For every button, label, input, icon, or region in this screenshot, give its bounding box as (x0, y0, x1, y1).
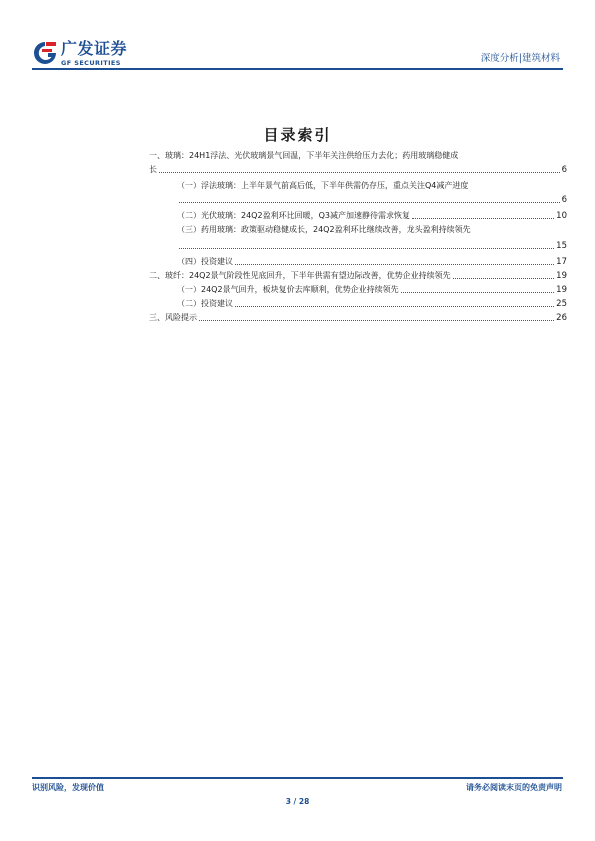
toc-entry-text: （二）投资建议 (177, 299, 233, 308)
toc-page-number: 19 (556, 271, 567, 281)
toc-entry-text: 三、风险提示 (149, 313, 197, 322)
toc-entry-text: （一）24Q2景气回升，板块复价去库顺利，优势企业持续领先 (177, 285, 399, 294)
toc-leader-dots (401, 291, 555, 293)
gf-logo-icon (32, 40, 58, 66)
toc-leader-dots (199, 319, 554, 321)
toc-leader-dots (179, 247, 554, 249)
footer-slogan: 识别风险，发现价值 (32, 783, 104, 792)
page-header (0, 0, 595, 72)
toc-page-number: 10 (556, 211, 567, 221)
toc-entry-1-2[interactable] (149, 209, 567, 223)
toc-entry-2[interactable] (149, 269, 567, 283)
report-category: 深度分析|建筑材料 (480, 53, 560, 64)
page-number: 3 / 28 (285, 797, 310, 806)
toc-entry-1-3[interactable] (149, 223, 567, 253)
toc-leader-dots (412, 217, 554, 219)
toc-page-number: 19 (556, 285, 567, 295)
toc-entry-2-1[interactable] (149, 283, 567, 297)
toc-entry-1-1[interactable] (149, 179, 567, 207)
toc-leader-dots (453, 277, 555, 279)
toc-entry-text: （二）光伏玻璃：24Q2盈利环比回暖，Q3减产加速静待需求恢复 (177, 211, 410, 220)
footer-divider (32, 777, 563, 779)
toc-title: 目录索引 (263, 126, 332, 144)
logo-chinese-name: 广发证券 (61, 39, 128, 58)
toc-entry-text: （三）药用玻璃：政策驱动稳健成长，24Q2盈利环比继续改善，龙头盈利持续领先 (177, 225, 471, 234)
footer-disclaimer-note: 请务必阅读末页的免责声明 (466, 783, 562, 792)
toc-page-number: 26 (556, 313, 567, 323)
toc-entry-3[interactable] (149, 311, 567, 325)
toc-entry-text-cont: 长 (149, 165, 157, 174)
toc-page-number: 6 (561, 165, 567, 175)
toc-entry-text: （四）投资建议 (177, 257, 233, 266)
gf-securities-logo (32, 40, 144, 70)
toc-entry-text: 一、玻璃：24H1浮法、光伏玻璃景气回温，下半年关注供给压力去化；药用玻璃稳健成 (149, 151, 459, 160)
toc-page-number: 15 (556, 241, 567, 251)
table-of-contents (149, 149, 567, 325)
toc-entry-text: （一）浮法玻璃：上半年景气前高后低，下半年供需仍存压，重点关注Q4减产进度 (177, 181, 469, 190)
toc-entry-2-2[interactable] (149, 297, 567, 311)
toc-page-number: 17 (556, 257, 567, 267)
toc-entry-1-4[interactable] (149, 255, 567, 269)
toc-leader-dots (235, 263, 554, 265)
toc-leader-dots (235, 305, 554, 307)
toc-leader-dots (179, 201, 560, 203)
logo-english-name: GF SECURITIES (61, 59, 121, 67)
toc-leader-dots (159, 171, 560, 173)
toc-entry-1[interactable] (149, 149, 567, 177)
header-divider (32, 68, 563, 70)
toc-page-number: 6 (561, 195, 567, 205)
toc-entry-text: 二、玻纤：24Q2景气阶段性见底回升，下半年供需有望边际改善，优势企业持续领先 (149, 271, 451, 280)
toc-page-number: 25 (556, 299, 567, 309)
